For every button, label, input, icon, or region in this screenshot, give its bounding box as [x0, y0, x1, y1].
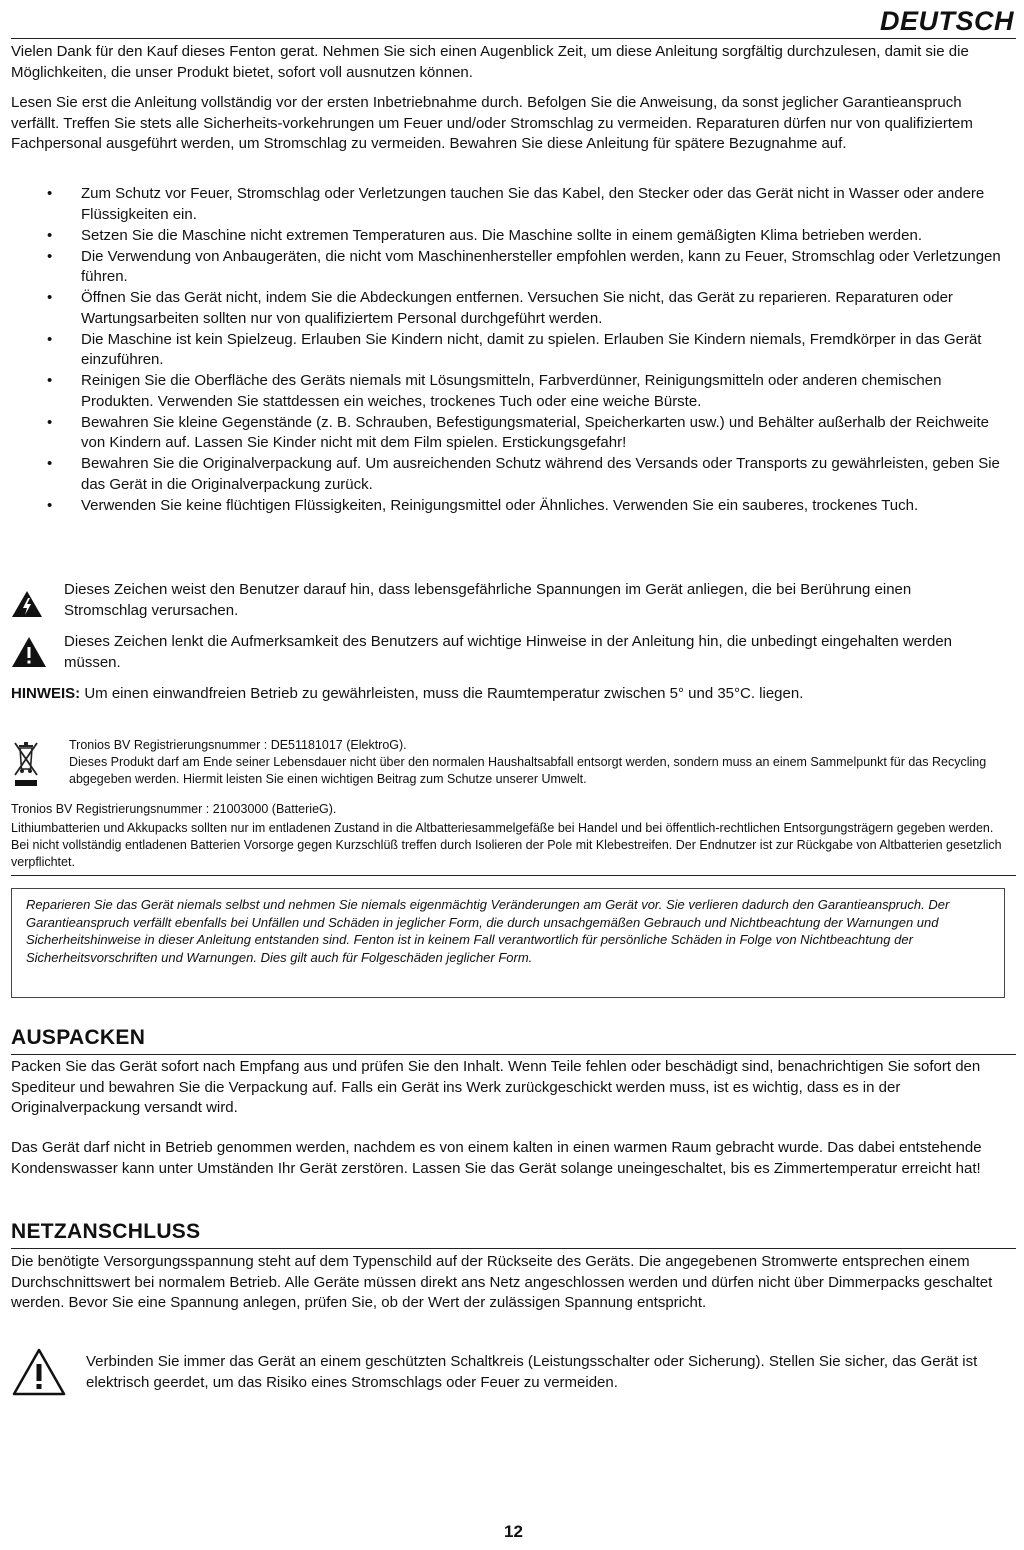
weee-text: Dieses Produkt darf am Ende seiner Lebensdauer nicht über den normalen Haushaltsabfall entsorgt werden, sondern muss an einem Sammelpunkt für das Recycling abgegeben werden. Hiermit leisten Sie einen wichtigen Beitrag zum Schutze unserer Umwelt. — [69, 755, 987, 786]
voltage-warning — [11, 580, 1011, 622]
list-item: • Öffnen Sie das Gerät nicht, indem Sie die Abdeckungen entfernen. Versuchen Sie nicht, das Gerät zu reparieren. Reparaturen oder Wartungsarbeiten sollten nur von qualifiziertem Personal durchgeführt werden. — [47, 289, 953, 327]
auspacken-paragraph-1: Packen Sie das Gerät sofort nach Empfang aus und prüfen Sie den Inhalt. Wenn Teile fehlen oder beschädigt sind, benachrichtigen Sie sofort den Spediteur und bewahren Sie die Verpackung auf. Falls ein Gerät ins Werk zurückgeschickt werden muss, ist es wichtig, dass es in der Originalverpackung versandt wird. — [11, 1058, 981, 1116]
auspacken-heading: AUSPACKEN — [11, 1026, 146, 1049]
intro-paragraph-2: Lesen Sie erst die Anleitung vollständig vor der ersten Inbetriebnahme durch. Befolgen Sie die Anweisung, da sonst jeglicher Garantieanspruch verfällt. Treffen Sie stets alle Sicherheits-vorkehrungen um Feuer und/oder Stromschlag zu vermeiden. Reparaturen dürfen nur von qualifiziertem Fachpersonal ausgeführt werden, um Stromschlag zu vermeiden. Bewahren Sie diese Anleitung für spätere Bezugnahme auf. — [11, 94, 973, 152]
weee-registration: Tronios BV Registrierungsnummer : DE51181017 (ElektroG). — [69, 738, 407, 752]
high-voltage-icon — [11, 590, 43, 618]
attention-warning — [11, 632, 1011, 674]
voltage-warning-text: Dieses Zeichen weist den Benutzer darauf hin, dass lebensgefährliche Spannungen im Gerät anliegen, die bei Berührung einen Stromschlag verursachen. — [64, 581, 912, 619]
weee-notice — [11, 737, 1011, 793]
list-item: • Die Maschine ist kein Spielzeug. Erlauben Sie Kindern nicht, damit zu spielen. Erlauben Sie Kindern niemals, Fremdkörper in das Gerät einzuführen. — [47, 330, 982, 368]
crossed-out-bin-icon — [13, 739, 39, 789]
list-item: • Bewahren Sie die Originalverpackung auf. Um ausreichenden Schutz während des Versands oder Transports zu gewährleisten, geben Sie das Gerät in die Originalverpackung zurück. — [47, 455, 1000, 493]
list-item: • Verwenden Sie keine flüchtigen Flüssigkeiten, Reinigungsmittel oder Ähnliches. Verwenden Sie ein sauberes, trockenes Tuch. — [47, 496, 919, 514]
attention-warning-text: Dieses Zeichen lenkt die Aufmerksamkeit des Benutzers auf wichtige Hinweise in der Anleitung hin, die unbedingt eingehalten werden müssen. — [64, 633, 953, 671]
list-item: • Die Verwendung von Anbaugeräten, die nicht vom Maschinenhersteller empfohlen werden, kann zu Feuer, Stromschlag oder Verletzungen führen. — [47, 247, 1001, 285]
battery-registration: Tronios BV Registrierungsnummer : 21003000 (BatterieG). — [11, 802, 337, 816]
battery-rule — [11, 875, 1016, 876]
exclamation-warning-icon — [11, 636, 47, 668]
page-number: 12 — [504, 1522, 523, 1541]
language-title: DEUTSCH — [879, 6, 1014, 36]
hinweis-note — [11, 684, 911, 705]
disclaimer-box — [11, 888, 1005, 998]
list-item: • Bewahren Sie kleine Gegenstände (z. B. Schrauben, Befestigungsmaterial, Speicherkarten usw.) und Behälter außerhalb der Reichweite von Kindern auf. Lassen Sie Kinder nicht mit dem Film spielen. Erstickungsgefahr! — [47, 413, 990, 451]
safety-bullet-list — [11, 184, 1011, 517]
netzanschluss-heading: NETZANSCHLUSS — [11, 1220, 201, 1243]
list-item: • Zum Schutz vor Feuer, Stromschlag oder Verletzungen tauchen Sie das Kabel, den Stecker oder das Gerät nicht in Wasser oder andere Flüssigkeiten ein. — [47, 185, 985, 223]
intro-paragraph-1: Vielen Dank für den Kauf dieses Fenton gerat. Nehmen Sie sich einen Augenblick Zeit, um diese Anleitung sorgfältig durchzulesen, damit sie die Möglichkeiten, die unser Produkt bietet, sofort voll ausnutzen können. — [11, 43, 969, 81]
auspacken-rule — [11, 1054, 1016, 1055]
netzanschluss-paragraph: Die benötigte Versorgungsspannung steht auf dem Typenschild auf der Rückseite des Geräts. Die angegebenen Stromwerte entsprechen einem Durchschnittswert bei normalem Betrieb. Alle Geräte müssen direkt ans Netz angeschlossen werden und dürfen nicht über Dimmerpacks geschaltet werden. Bevor Sie eine Spannung anlegen, prüfen Sie, ob der Wert der zulässigen Spannung entspricht. — [11, 1253, 993, 1311]
outlined-warning-icon — [12, 1348, 66, 1396]
circuit-warning-text: Verbinden Sie immer das Gerät an einem geschützten Schaltkreis (Leistungsschalter oder Sicherung). Stellen Sie sicher, das Gerät ist elektrisch geerdet, um das Risiko eines Stromschlags oder Feuer zu vermeiden. — [86, 1353, 978, 1391]
hinweis-text: Um einen einwandfreien Betrieb zu gewährleisten, muss die Raumtemperatur zwischen 5° und 35°C. liegen. — [80, 685, 804, 702]
header-rule — [11, 38, 1016, 39]
auspacken-paragraph-2: Das Gerät darf nicht in Betrieb genommen werden, nachdem es von einem kalten in einen warmen Raum gebracht wurde. Das dabei entstehende Kondenswasser kann unter Umständen Ihr Gerät zerstören. Lassen Sie das Gerät solange uneingeschaltet, bis es Zimmertemperatur erreicht hat! — [11, 1139, 982, 1177]
hinweis-label: HINWEIS: — [11, 685, 81, 702]
battery-text: Lithiumbatterien und Akkupacks sollten nur im entladenen Zustand in die Altbatteriesammelgefäße bei Handel und bei öffentlich-rechtlichen Entsorgungsträgern gegeben werden. Bei nicht vollständig entladenen Batterien Vorsorge gegen Kurzschlüß treffen durch Isolieren der Pole mit Klebestreifen. Der Endnutzer ist zur Rückgabe von Altbatterien gesetzlich verpflichtet. — [11, 821, 1002, 869]
list-item: • Setzen Sie die Maschine nicht extremen Temperaturen aus. Die Maschine sollte in einem gemäßigten Klima betrieben werden. — [47, 226, 922, 244]
battery-notice — [11, 801, 1006, 871]
disclaimer-text: Reparieren Sie das Gerät niemals selbst und nehmen Sie niemals eigenmächtig Veränderungen am Gerät vor. Sie verlieren dadurch den Garantieanspruch. Der Garantieanspruch verfällt ebenfalls bei Unfällen und Schäden in jeglicher Form, die durch unsachgemäßen Gebrauch und Nichtbeachtung der Warnungen und Sicherheitshinweise in dieser Anleitung entstanden sind. Fenton ist in keinem Fall verantwortlich für persönliche Schäden in Folge von Nichtbeachtung der Sicherheitsvorschriften und Warnungen. Dies gilt auch für Folgeschäden jeglicher Form. — [26, 897, 950, 965]
netzanschluss-rule — [11, 1248, 1016, 1249]
circuit-warning — [11, 1352, 1011, 1402]
list-item: • Reinigen Sie die Oberfläche des Geräts niemals mit Lösungsmitteln, Farbverdünner, Reinigungsmitteln oder anderen chemischen Produkten. Verwenden Sie stattdessen ein weiches, trockenes Tuch oder eine weiche Bürste. — [47, 372, 942, 410]
